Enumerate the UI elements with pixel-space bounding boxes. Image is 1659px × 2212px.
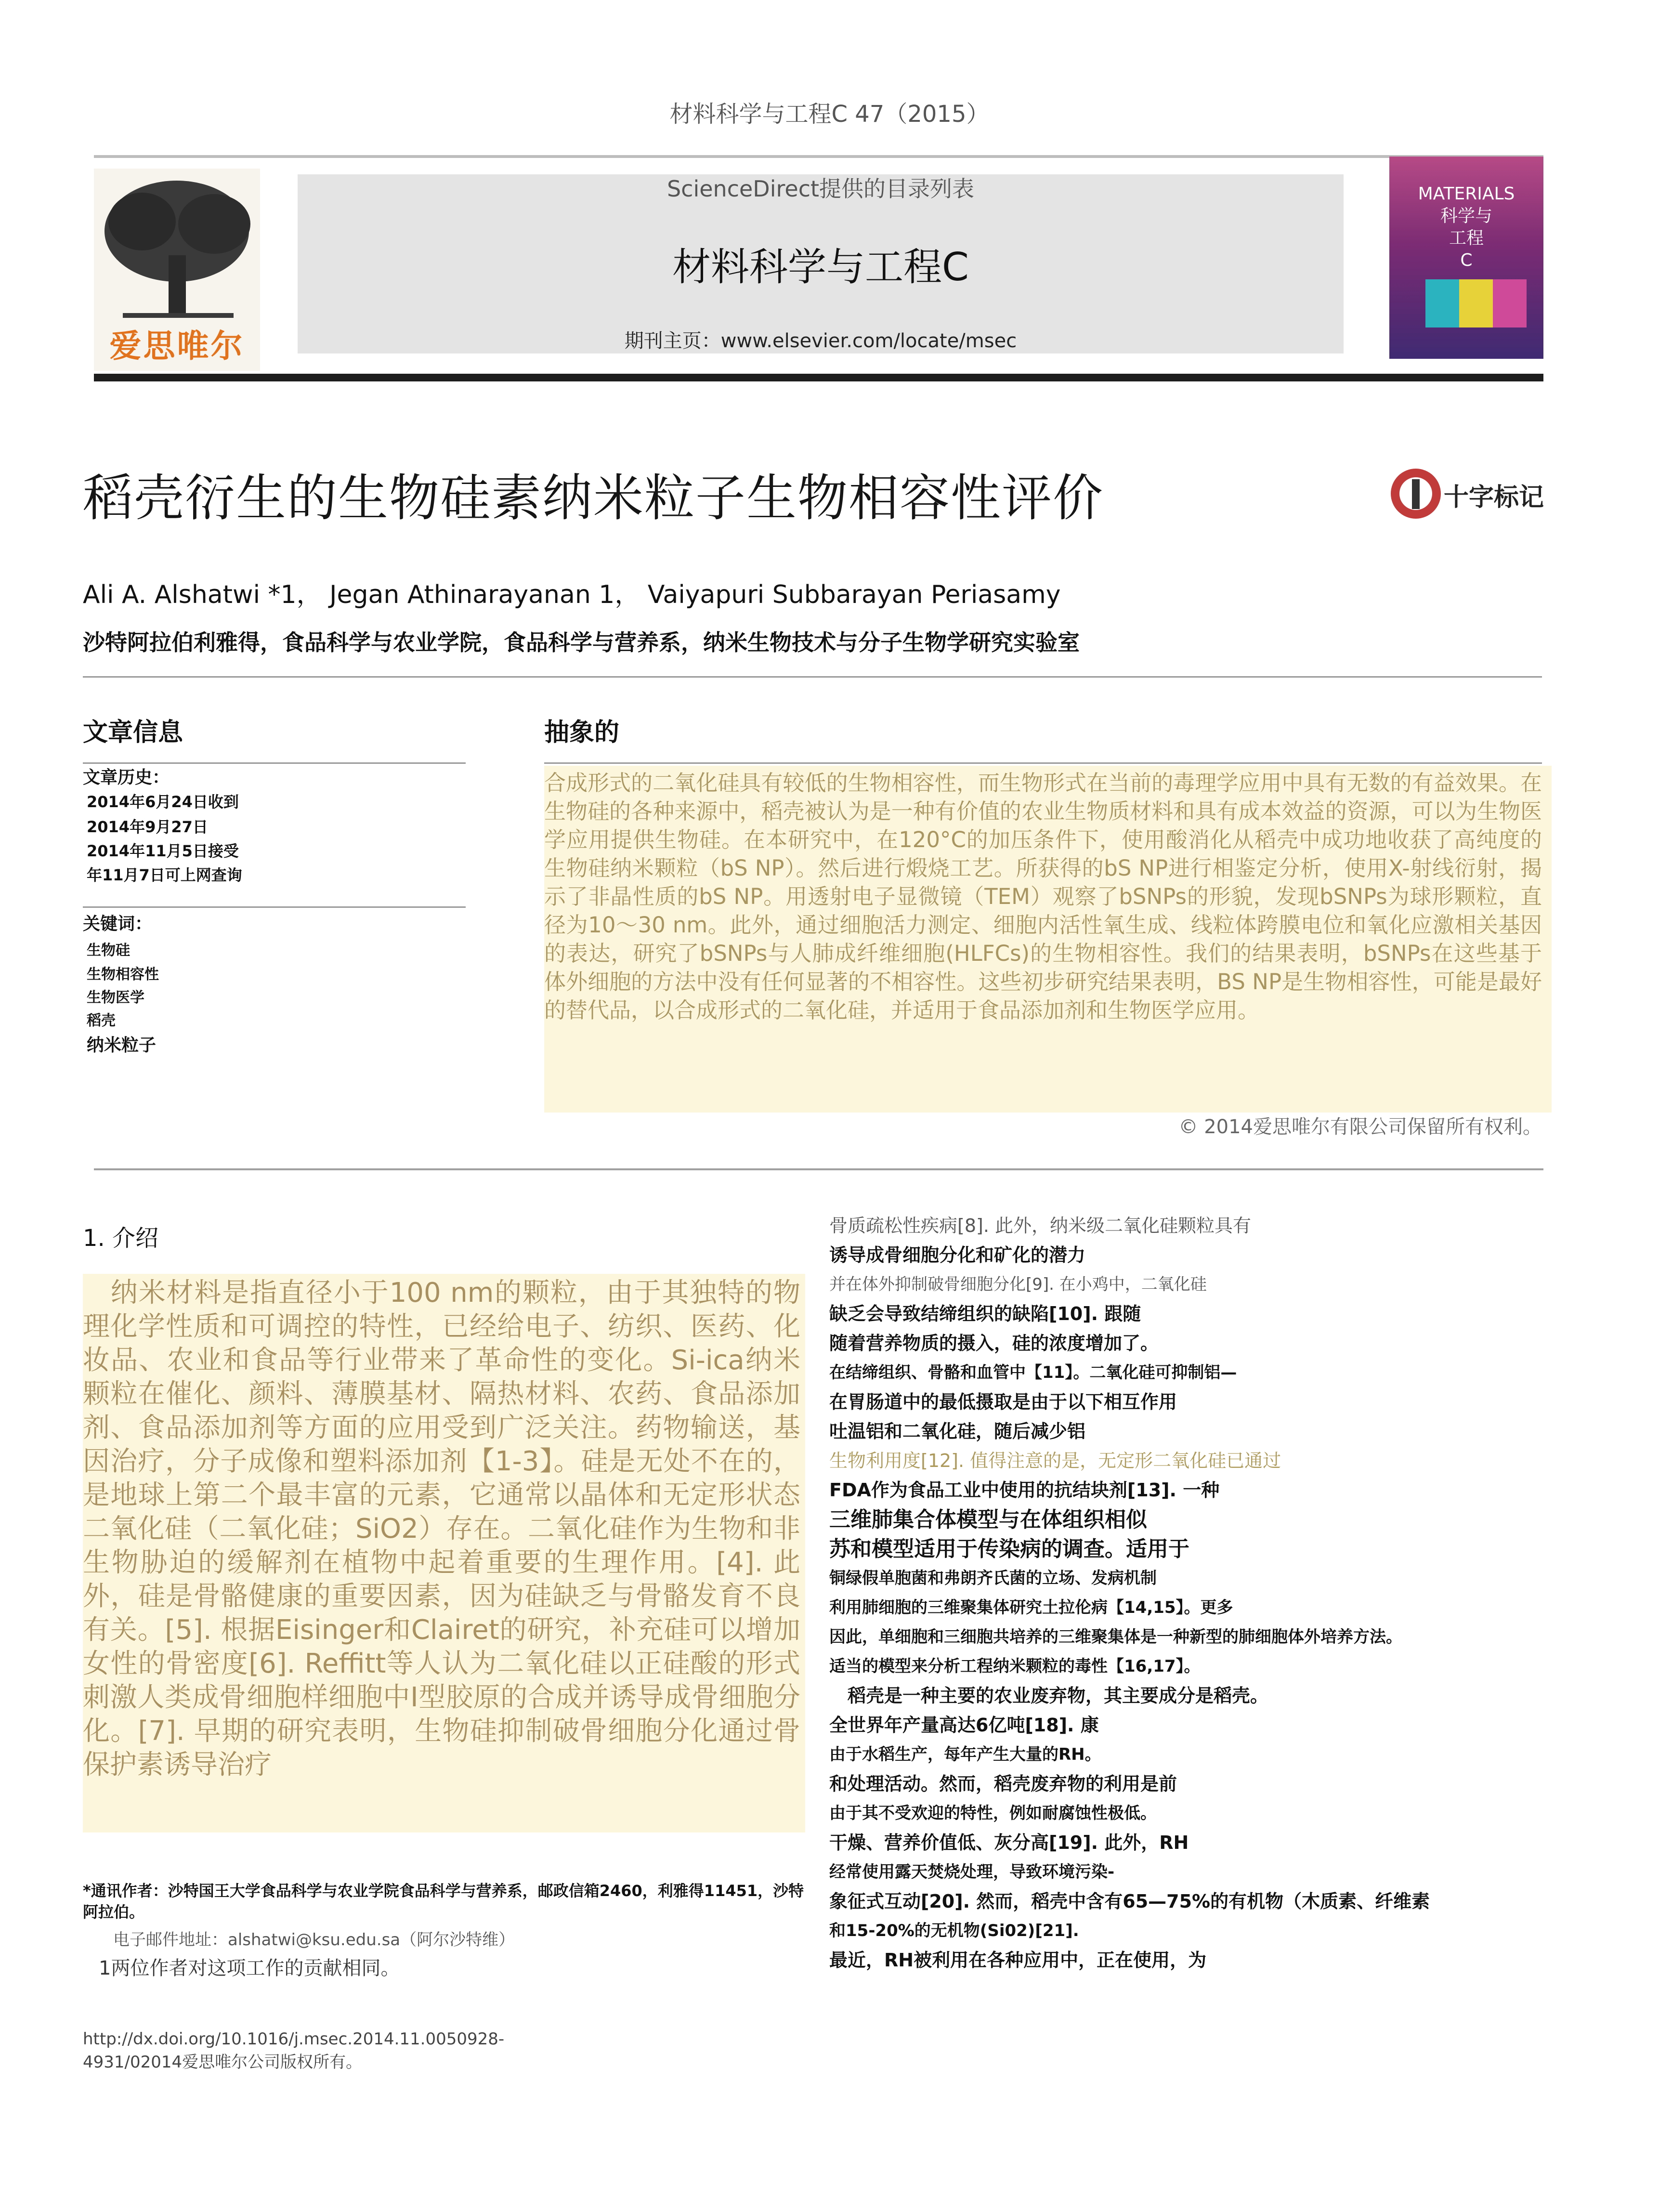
- body-line: 铜绿假单胞菌和弗朗齐氏菌的立场、发病机制: [829, 1569, 1157, 1588]
- abstract-heading: 抽象的: [544, 718, 620, 747]
- history-item: 年11月7日可上网查询: [87, 866, 242, 884]
- body-line: 稻壳是一种主要的农业废弃物，其主要成分是稻壳。: [829, 1685, 1269, 1706]
- body-line: 象征式互动[20]. 然而，稻壳中含有65—75%的有机物（木质素、纤维素: [829, 1891, 1430, 1912]
- cover-line: MATERIALS: [1418, 184, 1515, 204]
- affiliation: 沙特阿拉伯利雅得，食品科学与农业学院，食品科学与营养系，纳米生物技术与分子生物学研究实验室: [83, 629, 1080, 655]
- body-line: FDA作为食品工业中使用的抗结块剂[13]. 一种: [829, 1479, 1220, 1501]
- abstract-text: 合成形式的二氧化硅具有较低的生物相容性，而生物形式在当前的毒理学应用中具有无数的有益效果。在生物硅的各种来源中，稻壳被认为是一种有价值的农业生物质材料和具有成本效益的资源，可以为生物医学应用提供生物硅。在本研究中，在120°C的加压条件下，使用酸消化从稻壳中成功地收获了高纯度的生物硅纳米颗粒（bS NP）。然后进行煅烧工艺。所获得的bS NP进行相鉴定分析，使用X-射线衍射，揭示了非晶性质的bS NP。用透射电子显微镜（TEM）观察了bSNPs的形貌，发现bSNPs为球形颗粒，直径为10～30 nm。此外，通过细胞活力测定、细胞内活性氧生成、线粒体跨膜电位和氧化应激相关基因的表达，研究了bSNPs与人肺成纤维细胞(HLFCs)的生物相容性。我们的结果表明，bSNPs在这些基于体外细胞的方法中没有任何显著的不相容性。这些初步研究结果表明，BS NP是生物相容性，可能是最好的替代品，以合成形式的二氧化硅，并适用于食品添加剂和生物医学应用。: [544, 770, 1542, 1023]
- masthead-rule: [94, 374, 1543, 381]
- intro-paragraph: 纳米材料是指直径小于100 nm的颗粒，由于其独特的物理化学性质和可调控的特性，已经给电子、纺织、医药、化妆品、农业和食品等行业带来了革命性的变化。Si-ica纳米颗粒在催化、颜料、薄膜基材、隔热材料、农药、食品添加剂、食品添加剂等方面的应用受到广泛关注。药物输送，基因治疗，分子成像和塑料添加剂【1-3】。硅是无处不在的，是地球上第二个最丰富的元素，它通常以晶体和无定形状态二氧化硅（二氧化硅；SiO2）存在。二氧化硅作为生物和非生物胁迫的缓解剂在植物中起着重要的生理作用。[4]. 此外，硅是骨骼健康的重要因素，因为硅缺乏与骨骼发育不良有关。[5]. 根据Eisinger和Clairet的研究，补充硅可以增加女性的骨密度[6]. Reffitt等人认为二氧化硅以正硅酸的形式刺激人类成骨细胞样细胞中I型胶原的合成并诱导成骨细胞分化。[7]. 早期的研究表明，生物硅抑制破骨细胞分化通过骨保护素诱导治疗: [83, 1277, 800, 1780]
- body-line: 最近，RH被利用在各种应用中，正在使用，为: [829, 1950, 1207, 1971]
- keyword: 生物硅: [87, 942, 130, 959]
- body-line: 吐温铝和二氧化硅，随后减少铝: [829, 1421, 1086, 1442]
- body-line: 在结缔组织、骨骼和血管中【11】。二氧化硅可抑制铝—: [829, 1363, 1237, 1382]
- body-line: 由于水稻生产，每年产生大量的RH。: [829, 1745, 1101, 1764]
- body-line: 适当的模型来分析工程纳米颗粒的毒性【16,17】。: [829, 1657, 1201, 1676]
- abstract-rule: [544, 762, 1542, 764]
- body-line: 由于其不受欢迎的特性，例如耐腐蚀性极低。: [829, 1804, 1157, 1823]
- body-line: 缺乏会导致结缔组织的缺陷[10]. 跟随: [829, 1303, 1141, 1324]
- keyword: 生物医学: [87, 989, 144, 1006]
- keywords-heading: 关键词：: [83, 914, 153, 934]
- right-column: [829, 1211, 1552, 1975]
- body-line: 利用肺细胞的三维聚集体研究土拉伦病【14,15】。更多: [829, 1598, 1233, 1617]
- body-line: 因此，单细胞和三细胞共培养的三维聚集体是一种新型的肺细胞体外培养方法。: [829, 1627, 1402, 1647]
- body-line: 并在体外抑制破骨细胞分化[9]. 在小鸡中，二氧化硅: [829, 1275, 1207, 1294]
- article-title: 稻壳衍生的生物硅素纳米粒子生物相容性评价: [83, 469, 1104, 527]
- footnote-equal-contribution: 1两位作者对这项工作的贡献相同。: [99, 1957, 400, 1979]
- body-line: 干燥、营养价值低、灰分高[19]. 此外，RH: [829, 1832, 1189, 1853]
- section-heading-introduction: 1. 介绍: [83, 1225, 159, 1252]
- journal-homepage[interactable]: 期刊主页：www.elsevier.com/locate/msec: [624, 330, 1017, 352]
- keyword: 生物相容性: [87, 966, 159, 983]
- footnote-corresponding-author: *通讯作者：沙特国王大学食品科学与农业学院食品科学与营养系，邮政信箱2460，利雅得11451，沙特阿拉伯。: [83, 1882, 804, 1921]
- cover-line: C: [1460, 250, 1473, 270]
- history-heading: 文章历史：: [83, 768, 170, 787]
- body-line: 和处理活动。然而，稻壳废弃物的利用是前: [829, 1773, 1177, 1794]
- top-rule: [94, 155, 1543, 158]
- crossmark-label[interactable]: 十字标记: [1444, 483, 1544, 512]
- footnote-email[interactable]: 电子邮件地址：alshatwi@ksu.edu.sa（阿尔沙特维）: [113, 1930, 515, 1950]
- history-item: 2014年6月24日收到: [87, 793, 239, 811]
- body-line: 诱导成骨细胞分化和矿化的潜力: [829, 1244, 1086, 1266]
- author-list: Ali A. Alshatwi *1， Jegan Athinarayanan 1， Vaiyapuri Subbarayan Periasamy: [83, 580, 1061, 609]
- header-rule: [83, 676, 1542, 678]
- body-line: 骨质疏松性疾病[8]. 此外，纳米级二氧化硅颗粒具有: [829, 1215, 1251, 1236]
- history-item: 2014年9月27日: [87, 818, 208, 836]
- copyright-notice: © 2014爱思唯尔有限公司保留所有权利。: [1178, 1116, 1542, 1138]
- doi-line[interactable]: http://dx.doi.org/10.1016/j.msec.2014.11.0050928-4931/02014爱思唯尔公司版权所有。: [83, 2029, 505, 2072]
- keyword: 纳米粒子: [87, 1035, 157, 1055]
- journal-title: 材料科学与工程C: [672, 245, 969, 289]
- history-item: 2014年11月5日接受: [87, 842, 239, 860]
- running-head: 材料科学与工程C 47（2015）: [669, 101, 990, 128]
- article-info-heading: 文章信息: [83, 718, 183, 747]
- body-line: 随着营养物质的摄入，硅的浓度增加了。: [829, 1333, 1159, 1354]
- body-line: 苏和模型适用于传染病的调查。适用于: [829, 1537, 1189, 1561]
- keywords-rule: [83, 906, 466, 908]
- body-line: 经常使用露天焚烧处理，导致环境污染-: [829, 1862, 1115, 1882]
- keyword: 稻壳: [87, 1012, 116, 1029]
- cover-line: 科学与: [1440, 206, 1492, 226]
- body-line: 在胃肠道中的最低摄取是由于以下相互作用: [829, 1391, 1177, 1413]
- body-line: 全世界年产量高达6亿吨[18]. 康: [829, 1715, 1099, 1736]
- body-line: 三维肺集合体模型与在体组织相似: [829, 1507, 1147, 1532]
- abstract-bottom-rule: [94, 1168, 1543, 1170]
- cover-line: 工程: [1449, 228, 1484, 248]
- contents-list-line: ScienceDirect提供的目录列表: [666, 176, 975, 202]
- body-line: 生物利用度[12]. 值得注意的是，无定形二氧化硅已通过: [829, 1450, 1281, 1471]
- body-line: 和15-20%的无机物(Si02)[21].: [829, 1921, 1079, 1940]
- elsevier-wordmark: 爱思唯尔: [109, 327, 245, 365]
- cover-image-strip: [1425, 279, 1527, 327]
- journal-cover-text: [1389, 183, 1543, 272]
